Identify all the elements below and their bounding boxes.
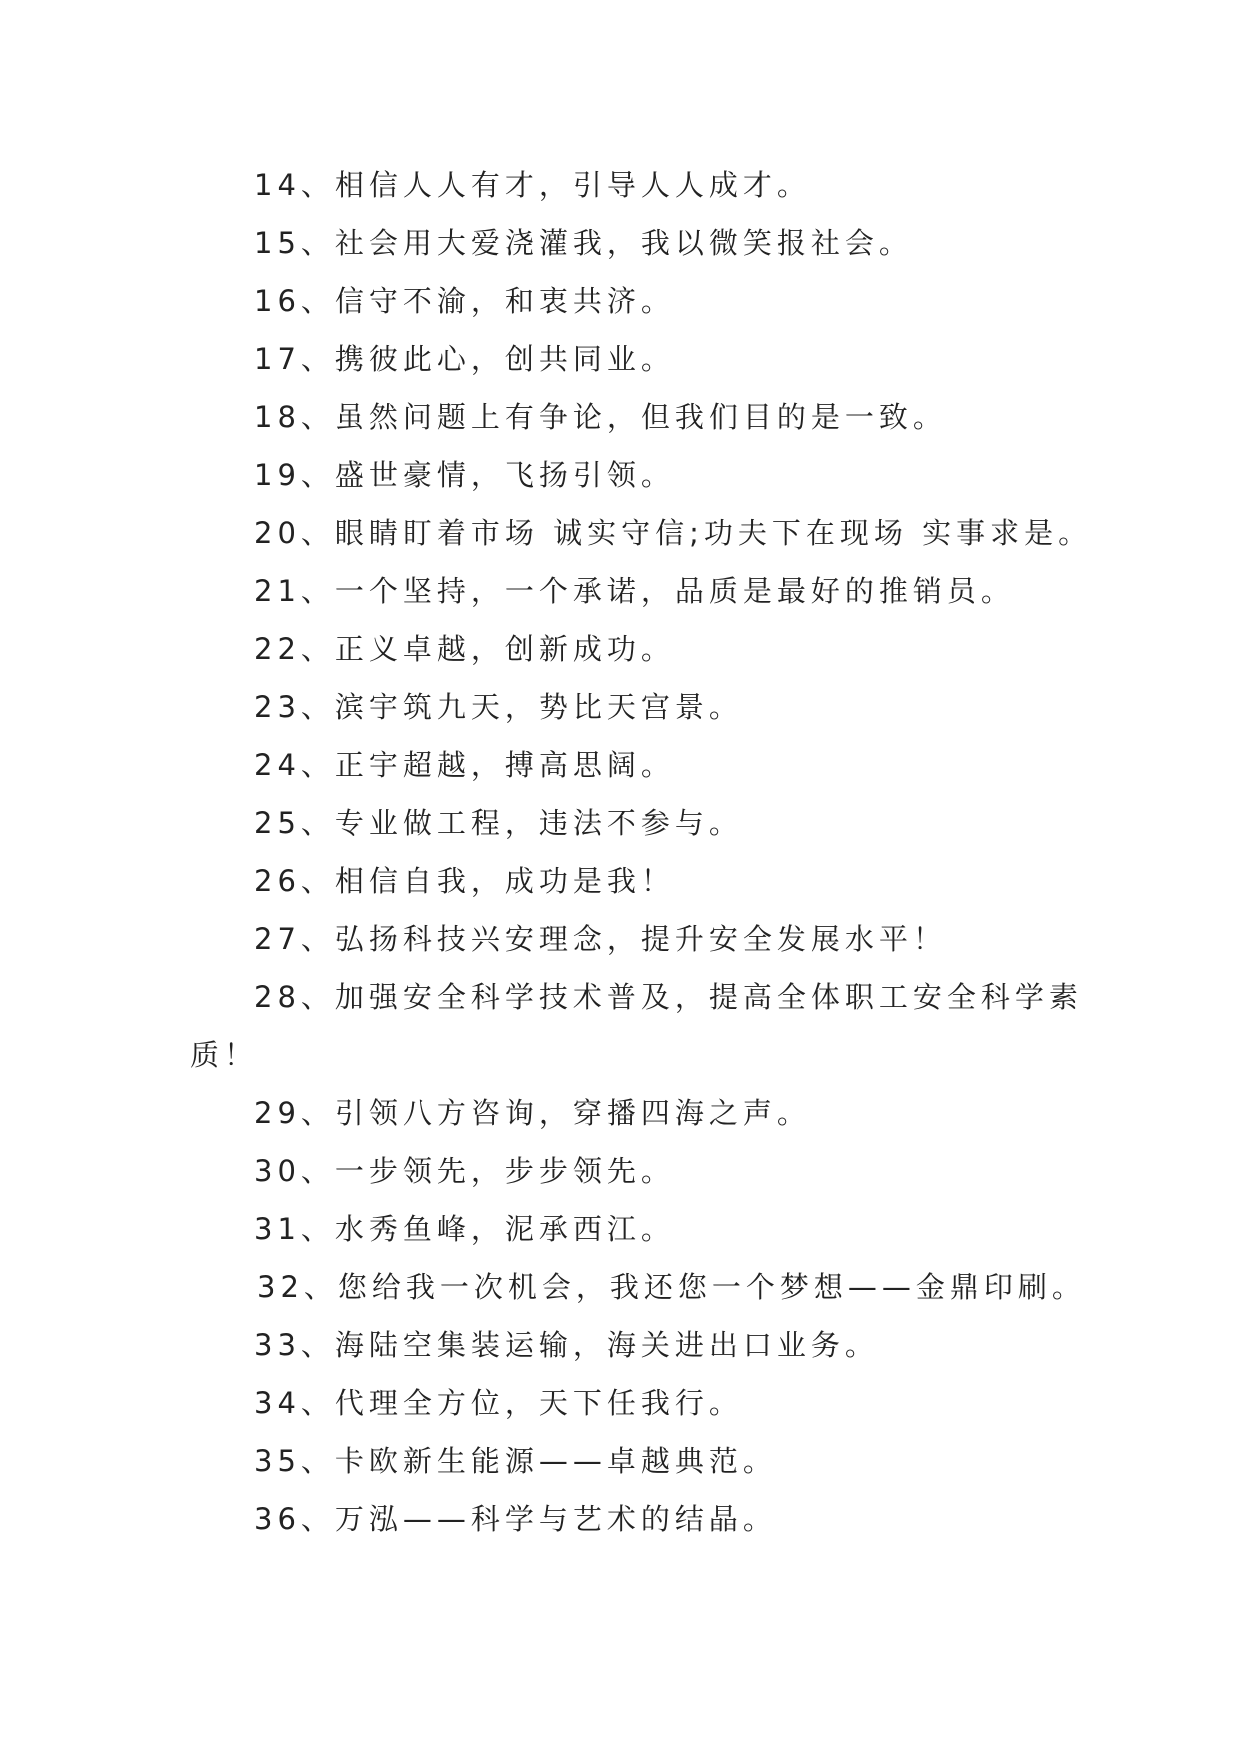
list-item: 22、正义卓越，创新成功。 bbox=[254, 632, 675, 666]
list-item-continuation: 质！ bbox=[190, 1038, 259, 1072]
list-item: 23、滨宇筑九天，势比天宫景。 bbox=[254, 690, 743, 724]
list-item: 32、您给我一次机会，我还您一个梦想——金鼎印刷。 bbox=[257, 1270, 1086, 1304]
list-item: 16、信守不渝，和衷共济。 bbox=[254, 284, 675, 318]
list-item: 31、水秀鱼峰，泥承西江。 bbox=[254, 1212, 675, 1246]
list-item: 21、一个坚持，一个承诺，品质是最好的推销员。 bbox=[254, 574, 1015, 608]
list-item: 25、专业做工程，违法不参与。 bbox=[254, 806, 743, 840]
list-item: 18、虽然问题上有争论，但我们目的是一致。 bbox=[254, 400, 947, 434]
list-item: 34、代理全方位，天下任我行。 bbox=[254, 1386, 743, 1420]
list-item: 30、一步领先，步步领先。 bbox=[254, 1154, 675, 1188]
slogan-list bbox=[190, 156, 1093, 1548]
list-item: 26、相信自我，成功是我！ bbox=[254, 864, 675, 898]
list-item: 15、社会用大爱浇灌我，我以微笑报社会。 bbox=[254, 226, 913, 260]
list-item: 33、海陆空集装运输，海关进出口业务。 bbox=[254, 1328, 879, 1362]
list-item: 17、携彼此心，创共同业。 bbox=[254, 342, 675, 376]
list-item: 29、引领八方咨询，穿播四海之声。 bbox=[254, 1096, 811, 1130]
list-item: 19、盛世豪情，飞扬引领。 bbox=[254, 458, 675, 492]
list-item: 35、卡欧新生能源——卓越典范。 bbox=[254, 1444, 777, 1478]
list-item: 36、万泓——科学与艺术的结晶。 bbox=[254, 1502, 777, 1536]
list-item: 27、弘扬科技兴安理念，提升安全发展水平！ bbox=[254, 922, 947, 956]
list-item: 20、眼睛盯着市场 诚实守信;功夫下在现场 实事求是。 bbox=[254, 516, 1093, 550]
list-item: 24、正宇超越，搏高思阔。 bbox=[254, 748, 675, 782]
list-item: 14、相信人人有才，引导人人成才。 bbox=[254, 168, 811, 202]
list-item: 28、加强安全科学技术普及，提高全体职工安全科学素 bbox=[254, 980, 1083, 1014]
